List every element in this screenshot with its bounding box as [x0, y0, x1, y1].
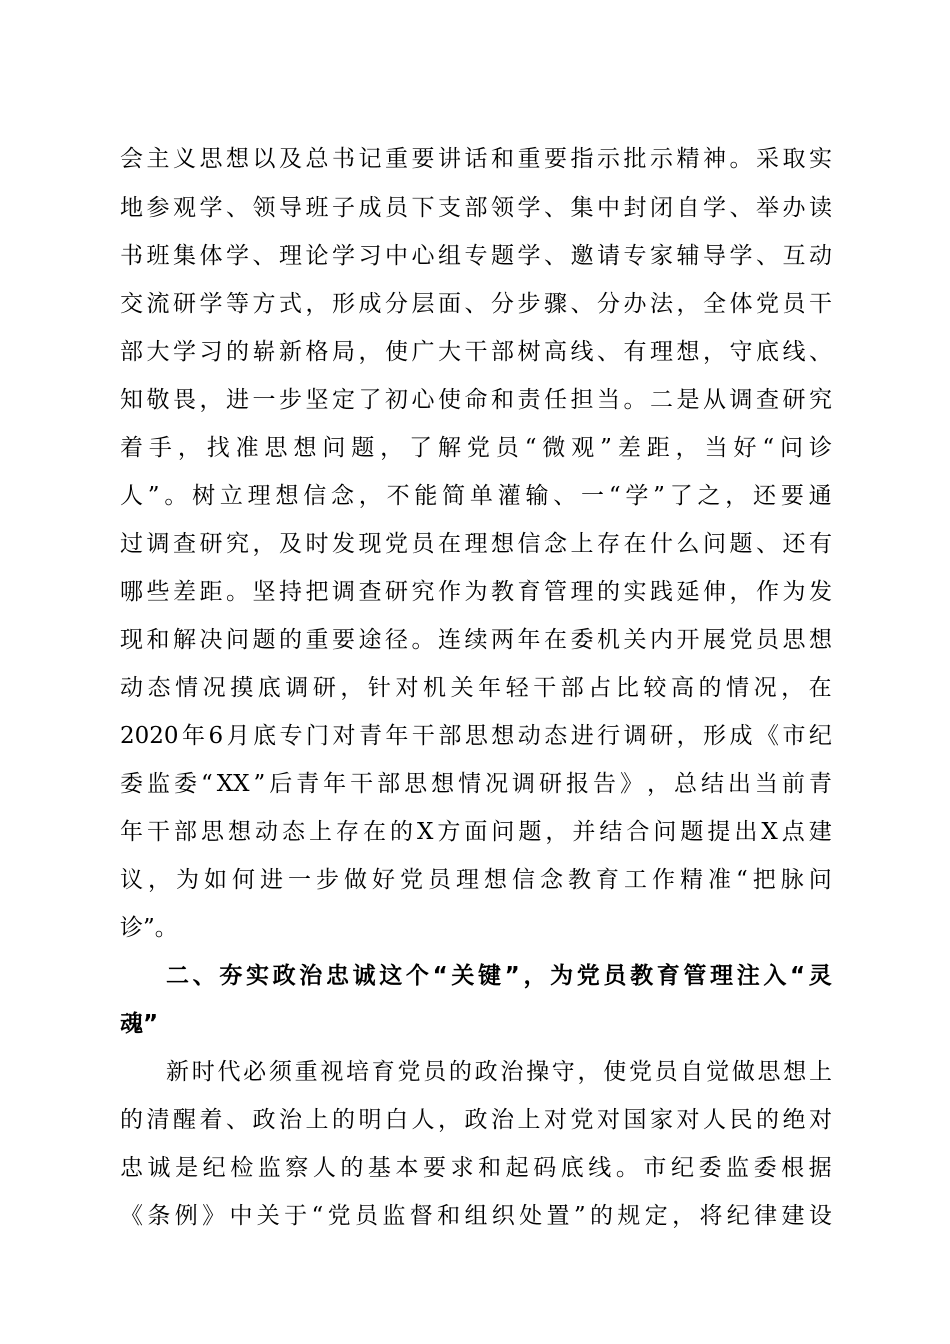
paragraph-line: 2020 年 6 月 底 专 门 对 青 年 干 部 思 想 动 态 进 行 调 研 ， 形 成 《 市 纪	[120, 723, 832, 749]
paragraph-line: 《 条 例 》 中 关 于 “ 党 员 监 督 和 组 织 处 置 ” 的 规 定 ， 将 纪 律 建 设	[120, 1203, 832, 1229]
paragraph-line: 委 监 委 “ XX ” 后 青 年 干 部 思 想 情 况 调 研 报 告 》 ， 总 结 出 当 前 青	[120, 771, 832, 797]
paragraph-line: 忠 诚 是 纪 检 监 察 人 的 基 本 要 求 和 起 码 底 线 。 市 纪 委 监 委 根 据	[120, 1155, 832, 1181]
paragraph-line: 书 班 集 体 学 、 理 论 学 习 中 心 组 专 题 学 、 邀 请 专 家 辅 导 学 、 互 动	[120, 243, 832, 269]
paragraph-line: 哪 些 差 距 。 坚 持 把 调 查 研 究 作 为 教 育 管 理 的 实 践 延 伸 ， 作 为 发	[120, 579, 832, 605]
paragraph-line: 过 调 查 研 究 ， 及 时 发 现 党 员 在 理 想 信 念 上 存 在 什 么 问 题 、 还 有	[120, 531, 832, 557]
paragraph-line: 知 敬 畏 ， 进 一 步 坚 定 了 初 心 使 命 和 责 任 担 当 。 二 是 从 调 查 研 究	[120, 387, 832, 413]
paragraph-line: 着 手 ， 找 准 思 想 问 题 ， 了 解 党 员 “ 微 观 ” 差 距 ， 当 好 “ 问 诊	[120, 435, 832, 461]
paragraph-line: 地 参 观 学 、 领 导 班 子 成 员 下 支 部 领 学 、 集 中 封 闭 自 学 、 举 办 读	[120, 195, 832, 221]
section-heading: 二 、 夯 实 政 治 忠 诚 这 个 “ 关 键 ” ， 为 党 员 教 育 管 理 注 入 “ 灵	[166, 963, 832, 989]
paragraph-line: 议 ， 为 如 何 进 一 步 做 好 党 员 理 想 信 念 教 育 工 作 精 准 “ 把 脉 问	[120, 867, 832, 893]
paragraph-line: 的 清 醒 着 、 政 治 上 的 明 白 人 ， 政 治 上 对 党 对 国 家 对 人 民 的 绝 对	[120, 1107, 832, 1133]
paragraph-line: 动 态 情 况 摸 底 调 研 ， 针 对 机 关 年 轻 干 部 占 比 较 高 的 情 况 ， 在	[120, 675, 832, 701]
paragraph-line: 现 和 解 决 问 题 的 重 要 途 径 。 连 续 两 年 在 委 机 关 内 开 展 党 员 思 想	[120, 627, 832, 653]
section-heading: 魂”	[120, 1011, 159, 1037]
paragraph-line: 新 时 代 必 须 重 视 培 育 党 员 的 政 治 操 守 ， 使 党 员 自 觉 做 思 想 上	[166, 1059, 832, 1085]
paragraph-line: 会 主 义 思 想 以 及 总 书 记 重 要 讲 话 和 重 要 指 示 批 示 精 神 。 采 取 实	[120, 146, 832, 172]
paragraph-line: 交 流 研 学 等 方 式 ， 形 成 分 层 面 、 分 步 骤 、 分 办 法 ， 全 体 党 员 干	[120, 291, 832, 317]
paragraph-line: 人 ” 。 树 立 理 想 信 念 ， 不 能 简 单 灌 输 、 一 “ 学 ” 了 之 ， 还 要 通	[120, 483, 832, 509]
paragraph-line: 年 干 部 思 想 动 态 上 存 在 的 X 方 面 问 题 ， 并 结 合 问 题 提 出 X 点 建	[120, 819, 832, 845]
paragraph-line: 诊”。	[120, 915, 178, 941]
paragraph-line: 部 大 学 习 的 崭 新 格 局 ， 使 广 大 干 部 树 高 线 、 有 理 想 ， 守 底 线 、	[120, 339, 832, 365]
